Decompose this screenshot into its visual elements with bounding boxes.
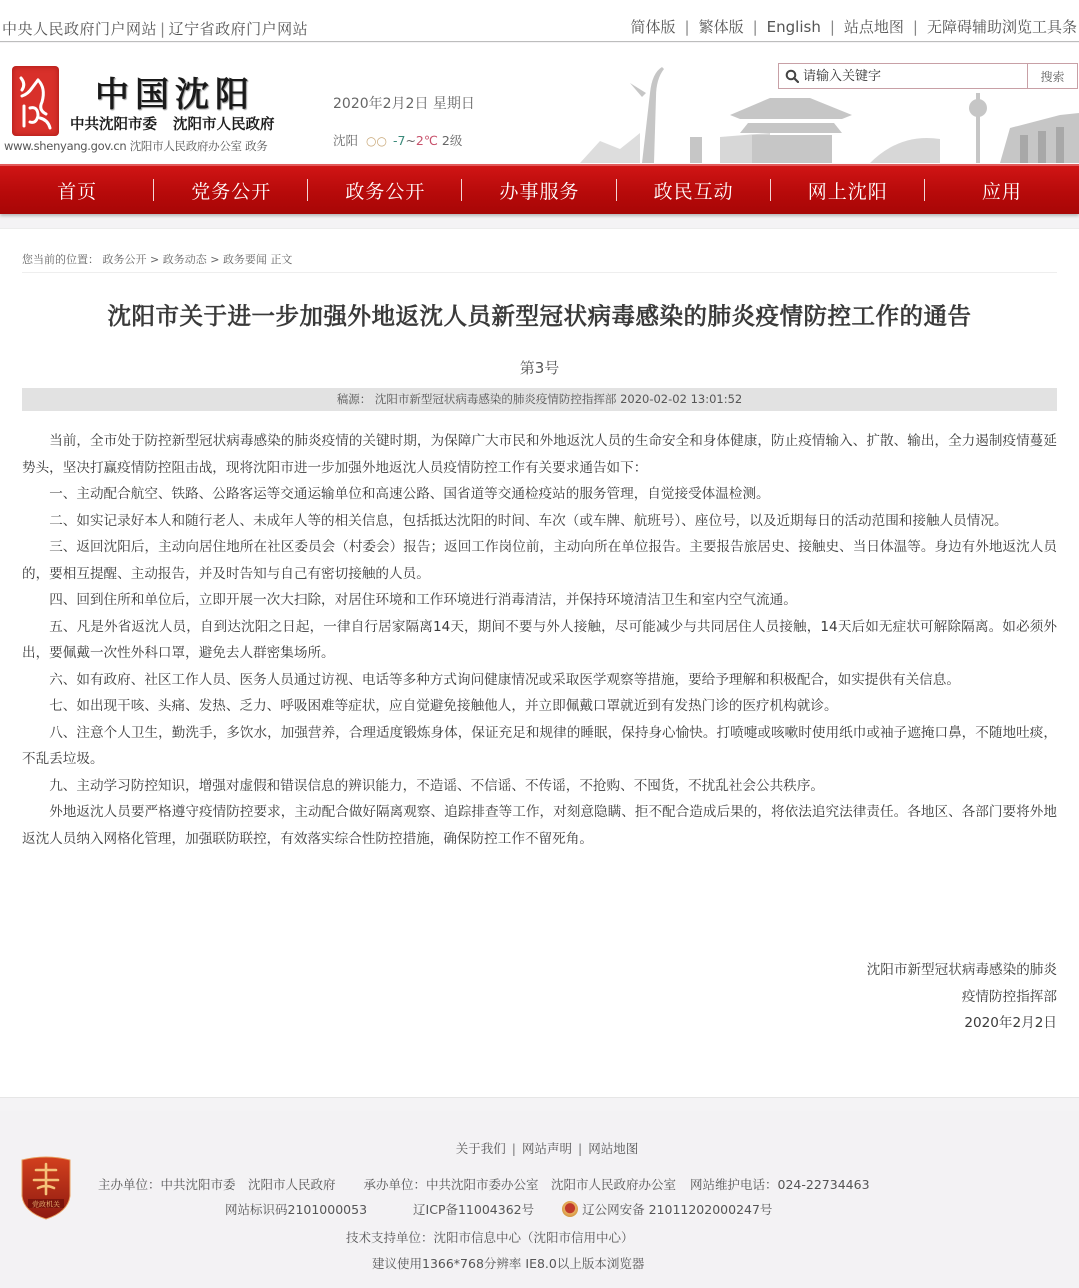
site-title: 中国沈阳 xyxy=(95,75,255,115)
paragraph-intro: 当前，全市处于防控新型冠状病毒感染的肺炎疫情的关键时期，为保障广大市民和外地返沈人员的生命安全和身体健康，防止疫情输入、扩散、输出，全力遏制疫情蔓延势头，坚决打赢疫情防控阻击战，现将沈阳市进一步加强外地返沈人员疫情防控工作有关要求通告如下： xyxy=(22,433,1057,476)
separator: | xyxy=(912,18,918,36)
article-body xyxy=(22,428,1057,852)
svg-text:党政机关: 党政机关 xyxy=(32,1200,60,1209)
subtitle-party-committee: 中共沈阳市委 xyxy=(70,117,157,133)
site-header xyxy=(0,43,1079,164)
top-links-left xyxy=(2,18,308,39)
publish-time: 2020-02-02 13:01:52 xyxy=(620,392,743,406)
site-subtitle xyxy=(70,113,275,134)
link-english[interactable]: English xyxy=(766,18,821,36)
breadcrumb-gov-news[interactable]: 政务动态 xyxy=(162,253,207,266)
search-button[interactable]: 搜索 xyxy=(1027,64,1077,88)
source-bar xyxy=(22,388,1057,411)
weather-city: 沈阳 xyxy=(333,133,359,148)
link-simplified[interactable]: 简体版 xyxy=(630,18,676,36)
weather-high-temp: 2℃ xyxy=(415,133,438,148)
seal-calligraphy-icon xyxy=(12,66,59,136)
paragraph-4: 四、回到住所和单位后，立即开展一次大扫除，对居住环境和工作环境进行消毒清洁，并保持环境清洁卫生和室内空气流通。 xyxy=(49,592,797,608)
shenyang-seal-logo[interactable] xyxy=(12,66,59,136)
subtitle-government: 沈阳市人民政府 xyxy=(173,117,275,133)
weather-range-sep: ~ xyxy=(405,133,416,148)
signature-line-2: 疫情防控指挥部 xyxy=(961,988,1057,1005)
breadcrumb-headlines[interactable]: 政务要闻 xyxy=(222,253,267,266)
site-footer xyxy=(0,1111,1079,1288)
breadcrumb-sep: > xyxy=(150,253,160,266)
separator: | xyxy=(752,18,758,36)
paragraph-7: 七、如出现干咳、头痛、发热、乏力、呼吸困难等症状，应自觉避免接触他人，并立即佩戴口罩就近到有发热门诊的医疗机构就诊。 xyxy=(49,698,838,714)
site-url-line: www.shenyang.gov.cn 沈阳市人民政府办公室 政务 xyxy=(4,139,268,153)
separator: | xyxy=(684,18,690,36)
divider xyxy=(22,272,1057,273)
document-number: 第3号 xyxy=(519,359,560,377)
paragraph-3: 三、返回沈阳后，主动向居住地所在社区委员会（村委会）报告；返回工作岗位前，主动向所在单位报告。主要报告旅居史、接触史、当日体温等。身边有外地返沈人员的，要相互提醒、主动报告，并及时告知与自己有密切接触的人员。 xyxy=(22,539,1057,582)
footer-sponsor: 主办单位：中共沈阳市委 沈阳市人民政府 xyxy=(98,1177,336,1192)
footer-links xyxy=(0,1139,1079,1157)
nav-apps[interactable]: 应用 xyxy=(981,180,1022,203)
link-sitemap[interactable]: 站点地图 xyxy=(843,18,904,36)
paragraph-9: 九、主动学习防控知识，增强对虚假和错误信息的辨识能力，不造谣、不信谣、不传谣，不抢购、不囤货，不扰乱社会公共秩序。 xyxy=(49,777,825,794)
source-name: 沈阳市新型冠状病毒感染的肺炎疫情防控指挥部 xyxy=(374,392,617,406)
separator: | xyxy=(578,1141,583,1156)
nav-home[interactable]: 首页 xyxy=(0,177,154,204)
breadcrumb xyxy=(22,251,292,267)
weather-wind: 2级 xyxy=(441,133,463,148)
footer-link-statement[interactable]: 网站声明 xyxy=(521,1141,572,1156)
separator: | xyxy=(160,20,166,38)
footer-browser-note: 建议使用1366*768分辨率 IE8.0以上版本浏览器 xyxy=(372,1256,645,1271)
signature-date: 2020年2月2日 xyxy=(964,1015,1057,1031)
footer-registration-line xyxy=(225,1200,772,1218)
signature-line-1: 沈阳市新型冠状病毒感染的肺炎 xyxy=(866,962,1057,978)
footer-site-id: 网站标识码2101000053 xyxy=(225,1202,368,1217)
nav-services[interactable]: 办事服务 xyxy=(462,177,616,204)
weather-low-temp: -7 xyxy=(392,133,406,148)
police-badge-icon xyxy=(562,1201,578,1217)
cloudy-icon: ○○ xyxy=(366,134,387,148)
article-container xyxy=(0,228,1079,1098)
weather-widget xyxy=(333,131,462,149)
paragraph-5: 五、凡是外省返沈人员，自到达沈阳之日起，一律自行居家隔离14天，期间不要与外人接触，尽可能减少与共同居住人员接触，14天后如无症状可解除隔离。如必须外出，要佩戴一次性外科口罩，避免去人群密集场所。 xyxy=(22,618,1057,661)
footer-sponsor-line xyxy=(98,1175,870,1193)
search-box xyxy=(778,63,1078,89)
nav-interaction[interactable]: 政民互动 xyxy=(617,177,771,204)
footer-phone: 网站维护电话：024-22734463 xyxy=(690,1177,870,1192)
footer-tech-support: 技术支持单位：沈阳市信息中心（沈阳市信用中心） xyxy=(346,1230,634,1245)
nav-party-affairs[interactable]: 党务公开 xyxy=(154,177,308,204)
breadcrumb-gov-affairs[interactable]: 政务公开 xyxy=(102,253,147,266)
search-icon xyxy=(785,69,799,83)
search-input[interactable] xyxy=(803,65,1027,87)
paragraph-6: 六、如有政府、社区工作人员、医务人员通过访视、电话等多种方式询问健康情况或采取医学观察等措施，要给予理解和积极配合，如实提供有关信息。 xyxy=(49,671,960,688)
breadcrumb-current: 正文 xyxy=(270,253,293,266)
article-title: 沈阳市关于进一步加强外地返沈人员新型冠状病毒感染的肺炎疫情防控工作的通告 xyxy=(107,302,972,330)
signature-block xyxy=(867,957,1057,1037)
party-gov-agency-badge-icon[interactable] xyxy=(18,1156,74,1220)
current-date: 2020年2月2日 星期日 xyxy=(333,96,475,112)
footer-organizer: 承办单位：中共沈阳市委办公室 沈阳市人民政府办公室 xyxy=(363,1177,677,1192)
paragraph-2: 二、如实记录好本人和随行老人、未成年人等的相关信息，包括抵达沈阳的时间、车次（或车牌、航班号）、座位号，以及近期每日的活动范围和接触人员情况。 xyxy=(49,512,1008,529)
top-links-right xyxy=(631,16,1077,37)
paragraph-8: 八、注意个人卫生，勤洗手，多饮水，加强营养，合理适度锻炼身体，保证充足和规律的睡眠，保持身心愉快。打喷嚏或咳嗽时使用纸巾或袖子遮掩口鼻，不随地吐痰，不乱丢垃圾。 xyxy=(22,724,1057,767)
separator: | xyxy=(829,18,835,36)
main-nav xyxy=(0,164,1079,214)
breadcrumb-sep: > xyxy=(210,253,220,266)
separator: | xyxy=(511,1141,516,1156)
footer-police-record[interactable]: 辽公网安备 21011202000247号 xyxy=(562,1202,772,1217)
link-liaoning-gov[interactable]: 辽宁省政府门户网站 xyxy=(168,20,309,38)
footer-link-sitemap[interactable]: 网站地图 xyxy=(588,1141,639,1156)
paragraph-closing: 外地返沈人员要严格遵守疫情防控要求，主动配合做好隔离观察、追踪排查等工作，对刻意隐瞒、拒不配合造成后果的，将依法追究法律责任。各地区、各部门要将外地返沈人员纳入网格化管理，加强联防联控，有效落实综合性防控措施，确保防控工作不留死角。 xyxy=(22,804,1057,847)
paragraph-1: 一、主动配合航空、铁路、公路客运等交通运输单位和高速公路、国省道等交通检疫站的服务管理，自觉接受体温检测。 xyxy=(49,486,770,502)
link-traditional[interactable]: 繁体版 xyxy=(698,18,744,36)
nav-government-affairs[interactable]: 政务公开 xyxy=(308,177,462,204)
footer-link-about[interactable]: 关于我们 xyxy=(455,1141,506,1156)
link-accessibility-toolbar[interactable]: 无障碍辅助浏览工具条 xyxy=(926,18,1077,36)
breadcrumb-prefix: 您当前的位置： xyxy=(22,253,99,266)
footer-icp[interactable]: 辽ICP备11004362号 xyxy=(413,1202,535,1217)
source-label: 稿源： xyxy=(336,392,372,406)
top-bar xyxy=(0,0,1079,42)
link-central-gov[interactable]: 中央人民政府门户网站 xyxy=(2,20,158,38)
nav-online-shenyang[interactable]: 网上沈阳 xyxy=(771,177,925,204)
